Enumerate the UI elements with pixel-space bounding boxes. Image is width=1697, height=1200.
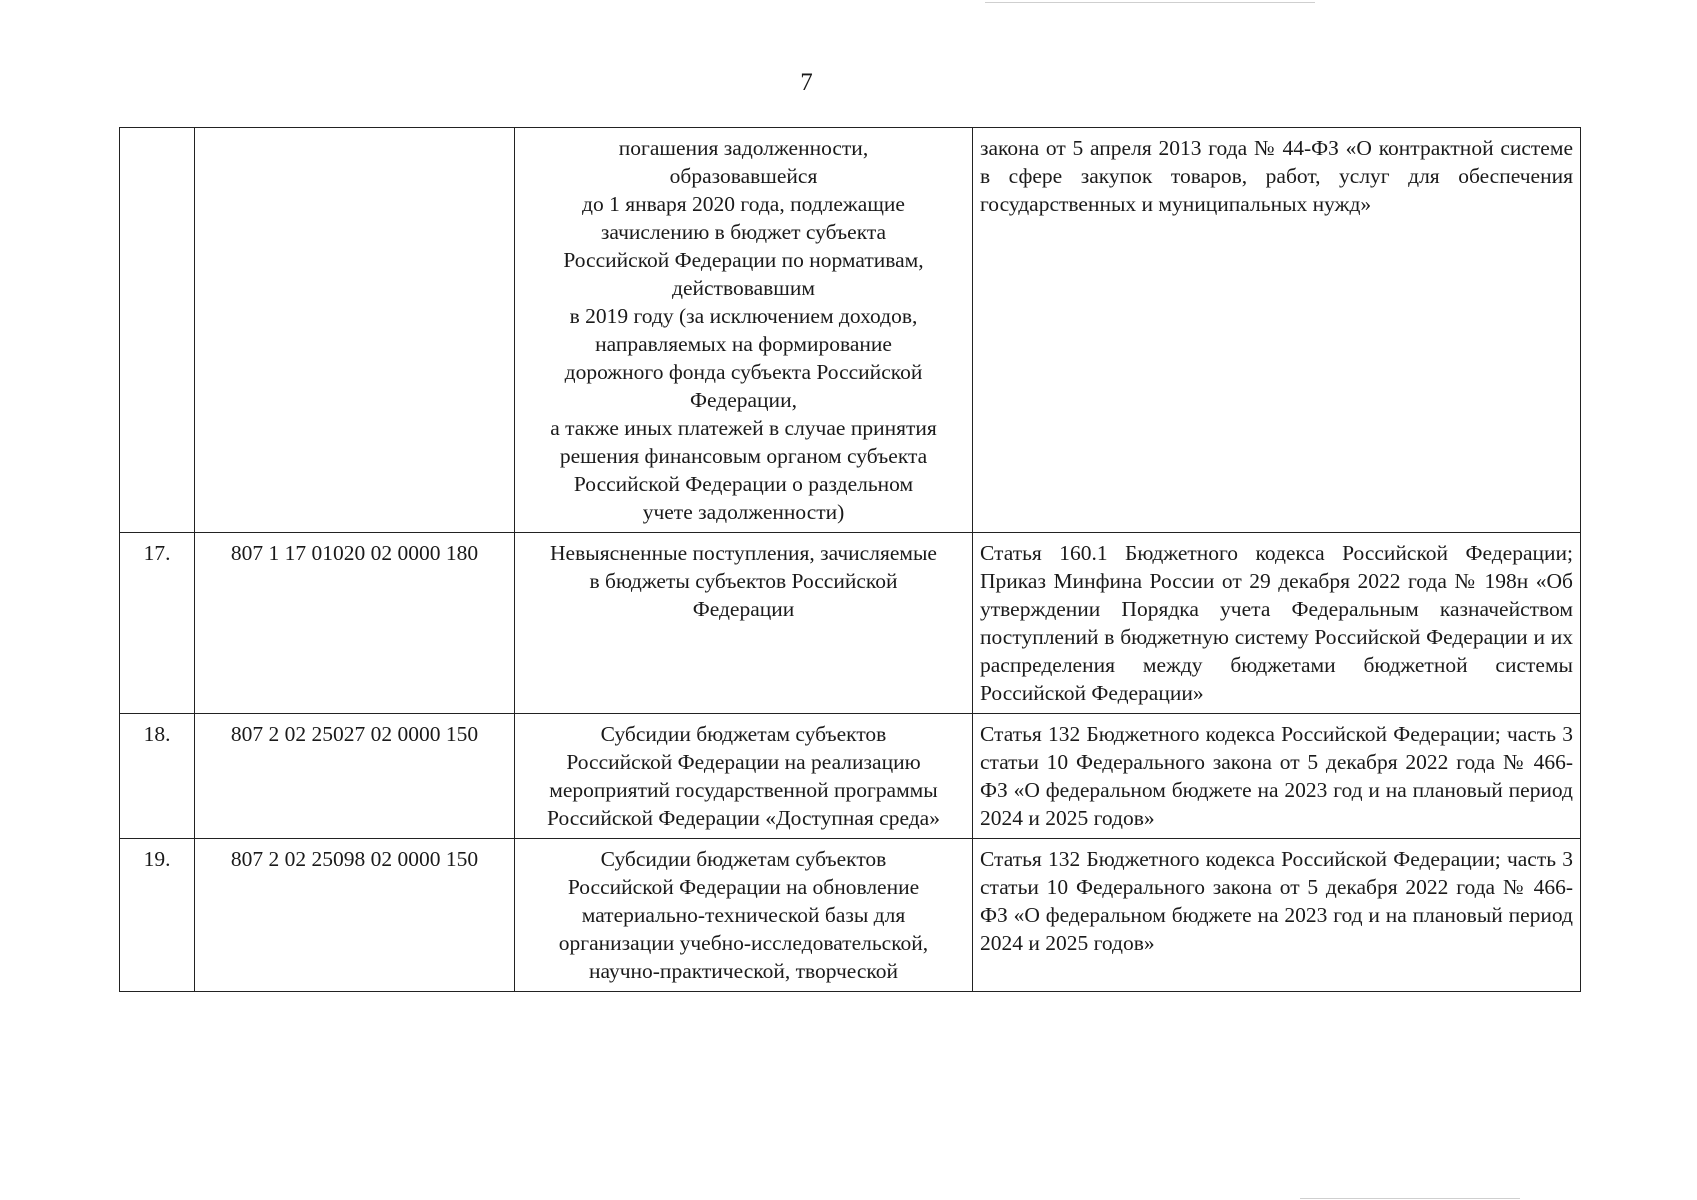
scan-artifact-top	[985, 2, 1315, 3]
income-code-cell: 807 1 17 01020 02 0000 180	[195, 533, 515, 714]
income-code-cell: 807 2 02 25027 02 0000 150	[195, 714, 515, 839]
income-name-line: направляемых на формирование	[595, 332, 892, 356]
legal-basis-text: Статья 132 Бюджетного кодекса Российской Федерации; часть 3 статьи 10 Федерального закона от 5 декабря 2022 года № 466-ФЗ «О федеральном бюджете на 2023 год и на плановый период 2024 и 2025 годов»	[980, 847, 1573, 955]
table-row	[120, 839, 1581, 992]
legal-basis-cell	[973, 714, 1581, 839]
row-number-cell: 19.	[120, 839, 195, 992]
income-name-line: зачислению в бюджет субъекта	[600, 220, 887, 244]
income-name-line: Российской Федерации на реализацию	[566, 750, 921, 774]
income-name-line: научно-практической, творческой	[589, 959, 898, 983]
legal-basis-cell	[973, 839, 1581, 992]
income-name-line: Российской Федерации по нормативам,	[563, 248, 924, 272]
row-number-cell: 18.	[120, 714, 195, 839]
income-name-line: Российской Федерации на обновление	[567, 875, 920, 899]
income-name-line: а также иных платежей в случае принятия	[550, 416, 937, 440]
income-name-line: в 2019 году (за исключением доходов,	[569, 304, 918, 328]
scan-artifact-bottom	[1300, 1198, 1520, 1199]
income-name-cell	[515, 714, 973, 839]
row-number-cell	[120, 128, 195, 533]
legal-basis-cell	[973, 533, 1581, 714]
income-name-line: Российской Федерации «Доступная среда»	[547, 806, 940, 830]
table-row	[120, 533, 1581, 714]
income-code-cell	[195, 128, 515, 533]
income-name-line: мероприятий государственной программы	[549, 778, 938, 802]
income-name-cell	[515, 533, 973, 714]
income-name-line: действовавшим	[672, 276, 815, 300]
income-name-line: учете задолженности)	[642, 500, 845, 524]
table-row	[120, 128, 1581, 533]
income-name-cell	[515, 128, 973, 533]
income-name-line: Субсидии бюджетам субъектов	[600, 847, 887, 871]
income-name-line: организации учебно-исследовательской,	[558, 931, 929, 955]
page-number: 7	[800, 69, 813, 96]
table-row	[120, 714, 1581, 839]
legal-basis-text: закона от 5 апреля 2013 года № 44-ФЗ «О контрактной системе в сфере закупок товаров, работ, услуг для обеспечения государственных и муниципальных нужд»	[980, 136, 1573, 216]
income-code-cell: 807 2 02 25098 02 0000 150	[195, 839, 515, 992]
income-name-line: образовавшейся	[669, 164, 818, 188]
income-name-line: дорожного фонда субъекта Российской	[564, 360, 923, 384]
income-name-line: решения финансовым органом субъекта	[559, 444, 928, 468]
legal-basis-cell	[973, 128, 1581, 533]
income-name-line: Федерации	[692, 597, 795, 621]
income-name-cell	[515, 839, 973, 992]
income-name-line: материально-технической базы для	[581, 903, 906, 927]
income-codes-table	[119, 127, 1581, 992]
income-name-line: Невыясненные поступления, зачисляемые	[550, 541, 937, 565]
table-body	[120, 128, 1581, 992]
income-name-line: Федерации,	[690, 388, 797, 412]
legal-basis-text: Статья 132 Бюджетного кодекса Российской Федерации; часть 3 статьи 10 Федерального закона от 5 декабря 2022 года № 466-ФЗ «О федеральном бюджете на 2023 год и на плановый период 2024 и 2025 годов»	[980, 722, 1573, 830]
income-name-line: до 1 января 2020 года, подлежащие	[582, 192, 905, 216]
income-name-line: Субсидии бюджетам субъектов	[600, 722, 887, 746]
income-name-line: погашения задолженности,	[618, 136, 869, 160]
row-number-cell: 17.	[120, 533, 195, 714]
income-name-line: Российской Федерации о раздельном	[573, 472, 914, 496]
legal-basis-text: Статья 160.1 Бюджетного кодекса Российской Федерации; Приказ Минфина России от 29 декабря 2022 года № 198н «Об утверждении Порядка учета Федеральным казначейством поступлений в бюджетную систему Российской Федерации и их распределения между бюджетами бюджетной системы Российской Федерации»	[980, 541, 1573, 705]
income-name-line: в бюджеты субъектов Российской	[589, 569, 898, 593]
